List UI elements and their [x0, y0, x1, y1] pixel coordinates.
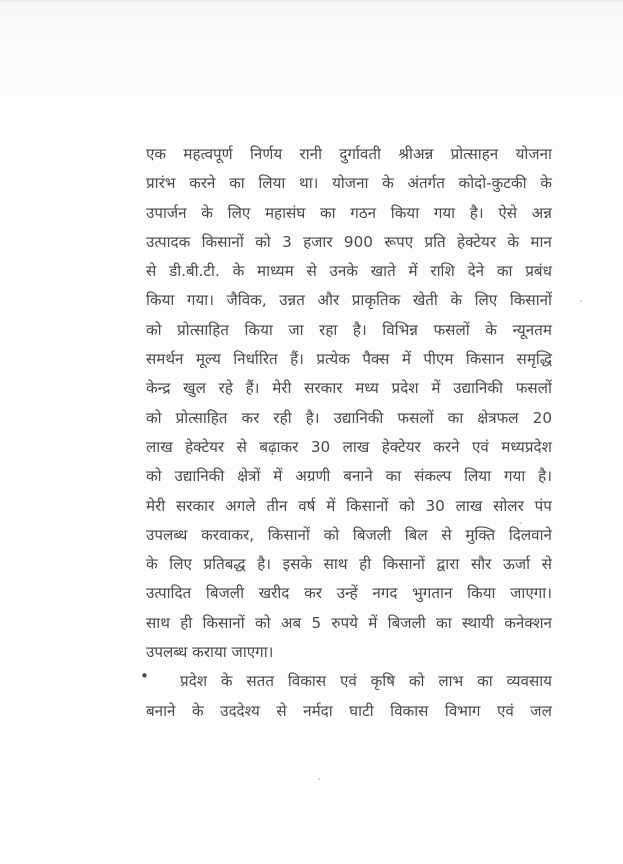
word: देने: [467, 262, 485, 281]
word: साथ: [146, 613, 170, 632]
text-line: [146, 345, 552, 374]
word: भुगतान: [412, 584, 453, 603]
word: निर्णय: [250, 145, 283, 163]
word: के: [485, 320, 497, 339]
text-line: [146, 609, 552, 638]
word: विभिन्न: [382, 320, 418, 339]
document-body: [140, 140, 552, 726]
word: हैं।: [245, 379, 260, 398]
word: बिजली: [205, 584, 245, 603]
word: कृषि: [370, 672, 396, 691]
word: करने: [433, 437, 460, 456]
word: प्रतिबद्ध: [203, 555, 246, 574]
word: लाख: [342, 437, 370, 456]
bullet-text-line: [146, 667, 552, 696]
word: प्राकृतिक: [351, 291, 401, 310]
word: माध्यम: [257, 262, 294, 281]
word: बनाने: [146, 701, 176, 720]
word: साथ: [323, 555, 348, 574]
word: घाटी: [349, 701, 374, 720]
word: रुपये: [331, 613, 358, 632]
word: को: [408, 672, 425, 691]
word: गठन: [350, 203, 377, 222]
text-line: [146, 433, 552, 462]
word: लिए: [474, 291, 498, 310]
text-line: [146, 199, 552, 228]
word: है।: [352, 320, 367, 339]
word: व्यवसाय: [506, 672, 552, 691]
word: न्यूनतम: [512, 320, 552, 339]
word: के: [146, 555, 158, 574]
word: अंतर्गत: [407, 174, 445, 193]
word: नर्मदा: [303, 701, 333, 720]
word: अग्रणी: [295, 467, 331, 486]
word: ऐसे: [498, 203, 517, 222]
word: के: [191, 701, 204, 720]
word: को: [146, 320, 162, 339]
word: रहे: [218, 379, 233, 398]
word: राशि: [430, 262, 455, 281]
text-line: [146, 404, 552, 433]
word: डी.बी.टी.: [169, 262, 220, 281]
word: प्रारंभ: [146, 174, 176, 193]
word: प्रदेश: [180, 672, 208, 691]
word: जल: [530, 701, 552, 720]
word: से: [441, 525, 452, 544]
word: लिया: [464, 467, 492, 486]
word: प्रोत्साहन: [450, 145, 499, 163]
word: वर्ष: [298, 496, 316, 515]
scan-speck: [318, 778, 320, 780]
word: दुर्गावती: [339, 145, 381, 163]
word: रहा: [319, 320, 338, 339]
word: खाते: [370, 262, 396, 281]
word: किया: [390, 203, 420, 222]
word: 900: [343, 232, 373, 251]
word: उनके: [329, 262, 358, 281]
word: बनाने: [343, 467, 373, 486]
word: निर्धारित: [233, 350, 278, 369]
word: मूल्य: [195, 350, 221, 369]
word: में: [408, 262, 418, 281]
word: सतत: [246, 672, 274, 691]
word: विभाग: [444, 701, 481, 720]
word: किसानों: [509, 291, 552, 310]
word: कोदो-कुटकी: [458, 174, 527, 193]
word: को: [399, 496, 415, 515]
word: को: [146, 467, 162, 486]
word: किसानों: [202, 613, 245, 632]
word: बिजली: [352, 525, 392, 544]
word: मध्यप्रदेश: [501, 437, 552, 456]
text-line: [146, 257, 552, 286]
word: उन्हें: [336, 584, 358, 603]
word: 30: [310, 437, 331, 456]
word: है।: [305, 408, 320, 427]
word: हेक्टेयर: [381, 437, 421, 456]
word: लाख: [455, 496, 483, 515]
word: में: [401, 350, 411, 369]
word: गया: [503, 467, 526, 486]
text-line: [146, 462, 552, 491]
word: के: [201, 203, 213, 222]
word: में: [326, 496, 336, 515]
word: किसान: [465, 350, 505, 369]
bullet-icon: •: [140, 667, 149, 686]
bullet-text-line: [146, 697, 552, 726]
word: का: [436, 613, 452, 632]
scan-speck: [520, 522, 522, 524]
word: ऊर्जा: [502, 555, 531, 574]
word: में: [368, 613, 378, 632]
word: खरीद: [258, 584, 290, 603]
word: अगले: [225, 496, 256, 515]
word: महासंघ: [264, 203, 306, 222]
word: संकल्प: [414, 467, 452, 486]
text-line: [146, 521, 552, 550]
word: महत्वपूर्ण: [183, 145, 233, 163]
text-line: [146, 316, 552, 345]
word: कर: [241, 408, 260, 427]
word: गया: [433, 203, 456, 222]
word: के: [220, 672, 233, 691]
word: क्षेत्रफल: [477, 408, 519, 427]
word: किसानों: [346, 496, 389, 515]
word: रही: [273, 408, 292, 427]
word: प्रत्येक: [316, 350, 350, 369]
word: क्षेत्रों: [237, 467, 261, 486]
word: ही: [180, 613, 193, 632]
word: सरकार: [176, 496, 215, 515]
word: लिया: [258, 174, 286, 193]
word: जा: [288, 320, 304, 339]
word: मेरी: [272, 379, 292, 398]
text-line: [146, 228, 552, 257]
word: हेक्टेयर: [457, 232, 497, 251]
text-line: [146, 169, 552, 198]
word: नगद: [372, 584, 398, 603]
word: किसानों: [267, 525, 310, 544]
word: द्वारा: [436, 555, 460, 574]
word: समर्थन: [146, 350, 184, 369]
word: स्थायी: [461, 613, 494, 632]
word: समृद्धि: [516, 350, 552, 369]
word: केन्द्र: [146, 379, 171, 398]
word: अब: [280, 613, 302, 632]
word: पंप: [534, 496, 552, 515]
word: का: [385, 467, 402, 486]
text-line: [146, 579, 552, 608]
word: प्रदेश: [391, 379, 419, 398]
word: मुक्ति: [465, 525, 496, 544]
word: से: [276, 701, 287, 720]
word: और: [317, 291, 340, 310]
word: 20: [532, 408, 552, 427]
word: के: [450, 291, 463, 310]
word: है।: [469, 203, 484, 222]
word: जैविक,: [226, 291, 267, 310]
word: था।: [299, 174, 319, 193]
word: को: [146, 408, 162, 427]
word: में: [431, 379, 441, 398]
paragraph: [146, 140, 552, 667]
word: उद्यानिकी: [333, 408, 384, 427]
word: दिलवाने: [508, 525, 552, 544]
word: एवं: [496, 701, 514, 720]
word: विकास: [390, 701, 429, 720]
word: उपार्जन: [146, 203, 187, 222]
word: उद्यानिकी: [174, 467, 225, 486]
word: प्रबंध: [525, 262, 552, 281]
word: किसानों: [201, 232, 244, 251]
word: लिए: [169, 555, 192, 574]
word: उददेश्य: [220, 701, 260, 720]
word: एक: [146, 145, 167, 163]
word: फसलों: [433, 320, 470, 339]
word: फसलों: [397, 408, 434, 427]
text-line: उपलब्ध कराया जाएगा।: [146, 643, 274, 662]
word: करने: [189, 174, 216, 193]
word: प्रोत्साहित: [177, 320, 229, 339]
word: श्रीअन्न: [398, 145, 434, 163]
word: उन्नत: [279, 291, 305, 310]
word: के: [382, 174, 394, 193]
word: कर: [304, 584, 322, 603]
word: रूपए: [384, 232, 414, 251]
word: को: [323, 525, 340, 544]
word: बिजली: [387, 613, 426, 632]
word: उत्पादित: [146, 584, 192, 603]
word: बढ़ाकर: [259, 437, 299, 456]
word: उत्पादक: [146, 232, 191, 251]
word: लाभ: [438, 672, 464, 691]
word: लिए: [227, 203, 251, 222]
word: के: [507, 232, 520, 251]
word: इसके: [282, 555, 313, 574]
word: का: [447, 408, 464, 427]
word: से: [236, 437, 247, 456]
word: है।: [538, 467, 552, 486]
word: बिल: [404, 525, 428, 544]
word: से: [306, 262, 317, 281]
word: उद्यानिकी: [453, 379, 503, 398]
word: जाएगा।: [510, 584, 552, 603]
word: हजार: [303, 232, 333, 251]
text-line: [146, 550, 552, 579]
word: मेरी: [146, 496, 166, 515]
word: के: [540, 174, 552, 193]
word: किया: [146, 291, 175, 310]
top-edge-shadow: [0, 0, 623, 2]
scan-speck: [580, 300, 582, 302]
word: 30: [425, 496, 445, 515]
word: करवाकर,: [201, 525, 255, 544]
word: को: [255, 232, 271, 251]
word: से: [146, 262, 157, 281]
text-line: [146, 374, 552, 403]
word: खुल: [183, 379, 206, 398]
word: है।: [257, 555, 272, 574]
word: तीन: [266, 496, 288, 515]
bullet-item: [140, 667, 552, 726]
word: के: [232, 262, 245, 281]
word: 3: [282, 232, 292, 251]
word: प्रोत्साहित: [175, 408, 228, 427]
word: 5: [311, 613, 322, 632]
word: पैक्स: [362, 350, 390, 369]
word: से: [541, 555, 552, 574]
text-line: [146, 140, 552, 169]
word: में: [273, 467, 283, 486]
word: हैं।: [290, 350, 304, 369]
word: एवं: [339, 672, 357, 691]
word: योजना: [515, 145, 552, 163]
word: सरकार: [304, 379, 343, 398]
word: का: [319, 203, 336, 222]
word: किया: [467, 584, 496, 603]
word: सौर: [470, 555, 492, 574]
word: पीएम: [423, 350, 454, 369]
word: का: [229, 174, 245, 193]
word: विकास: [287, 672, 327, 691]
word: ही: [359, 555, 372, 574]
word: खेती: [412, 291, 438, 310]
word: गया।: [186, 291, 214, 310]
word: प्रति: [424, 232, 446, 251]
text-line: [146, 492, 552, 521]
word: अन्न: [531, 203, 552, 222]
word: योजना: [332, 174, 369, 193]
word: को: [254, 613, 271, 632]
word: सोलर: [493, 496, 524, 515]
text-line: [146, 286, 552, 315]
word: मान: [530, 232, 552, 251]
word: किसानों: [382, 555, 425, 574]
word: का: [496, 262, 513, 281]
word: कनेक्शन: [504, 613, 552, 632]
word: लाख: [146, 437, 173, 456]
word: फसलों: [515, 379, 552, 398]
word: हेक्टेयर: [185, 437, 225, 456]
word: मध्य: [355, 379, 379, 398]
word: रानी: [299, 145, 323, 163]
word: उपलब्ध: [146, 525, 188, 544]
word: का: [477, 672, 493, 691]
word: किया: [244, 320, 273, 339]
word: एवं: [471, 437, 489, 456]
